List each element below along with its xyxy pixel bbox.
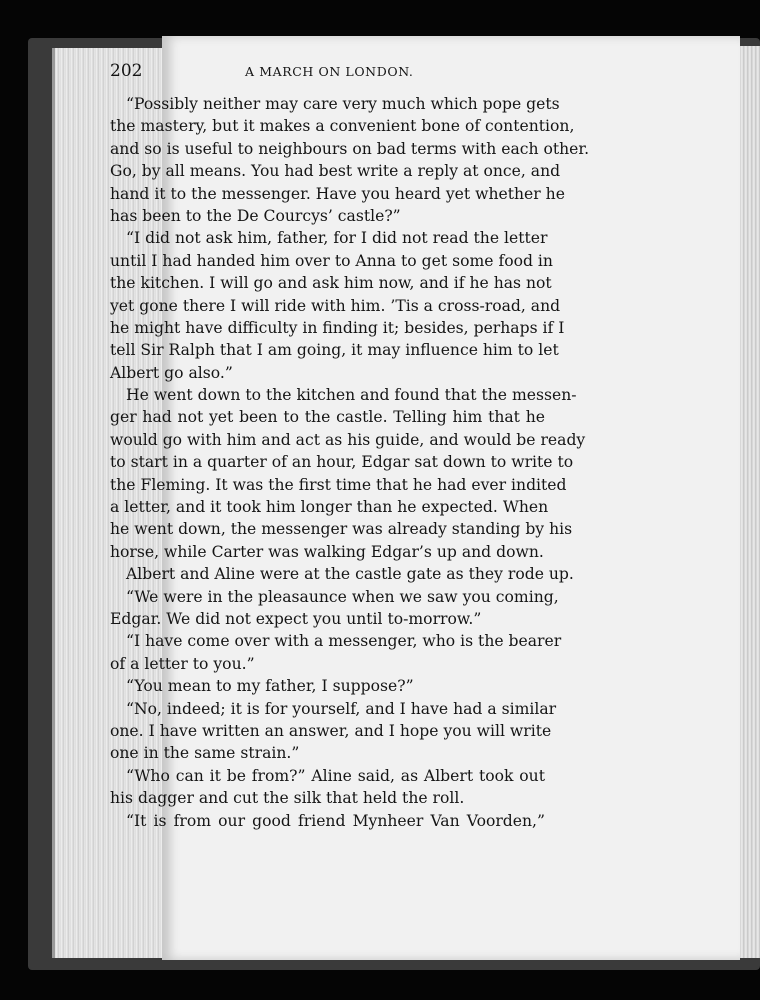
text-line: hand it to the messenger. Have you heard yet whether he	[110, 184, 565, 203]
body-text	[110, 93, 590, 832]
text-line: he might have difficulty in finding it; besides, perhaps if I	[110, 318, 565, 337]
page-number: 202	[110, 61, 143, 81]
text-line: “I have come over with a messenger, who is the bearer	[126, 632, 562, 651]
text-line: “It is from our good friend Mynheer Van Voorden,”	[126, 811, 545, 830]
text-line: Albert and Aline were at the castle gate as they rode up.	[126, 565, 574, 584]
text-line: has been to the De Courcys’ castle?”	[110, 206, 401, 225]
text-line: “We were in the pleasaunce when we saw you coming,	[126, 587, 559, 606]
text-line: ger had not yet been to the castle. Telling him that he	[110, 408, 545, 427]
text-line: the Fleming. It was the first time that he had ever indited	[110, 475, 567, 494]
text-line: until I had handed him over to Anna to get some food in	[110, 251, 553, 270]
text-line: “Who can it be from?” Aline said, as Albert took out	[126, 766, 545, 785]
text-line: the kitchen. I will go and ask him now, and if he has not	[110, 274, 552, 293]
text-line: “You mean to my father, I suppose?”	[126, 677, 414, 696]
text-line: Go, by all means. You had best write a reply at once, and	[110, 162, 561, 181]
text-line: the mastery, but it makes a convenient bone of contention,	[110, 117, 575, 136]
text-line: tell Sir Ralph that I am going, it may influence him to let	[110, 341, 559, 360]
text-line: his dagger and cut the silk that held the roll.	[110, 789, 465, 808]
text-line: “I did not ask him, father, for I did not read the letter	[126, 229, 548, 248]
text-line: and so is useful to neighbours on bad terms with each other.	[110, 139, 590, 158]
text-line: of a letter to you.”	[110, 654, 255, 673]
text-line: he went down, the messenger was already standing by his	[110, 520, 573, 539]
text-line: Albert go also.”	[110, 363, 233, 382]
text-line: “Possibly neither may care very much which pope gets	[126, 95, 560, 113]
text-line: one. I have written an answer, and I hope you will write	[110, 721, 552, 740]
text-line: horse, while Carter was walking Edgar’s up and down.	[110, 542, 544, 561]
text-line: to start in a quarter of an hour, Edgar sat down to write to	[110, 453, 574, 472]
text-line: a letter, and it took him longer than he expected. When	[110, 498, 549, 517]
text-line: He went down to the kitchen and found that the messen-	[126, 386, 577, 405]
text-line: one in the same strain.”	[110, 744, 300, 763]
text-line: yet gone there I will ride with him. ’Tis a cross-road, and	[110, 296, 561, 315]
text-line: would go with him and act as his guide, and would be ready	[110, 430, 586, 449]
page-header	[110, 61, 540, 81]
text-line: Edgar. We did not expect you until to-morrow.”	[110, 609, 482, 628]
text-line: “No, indeed; it is for yourself, and I have had a similar	[126, 699, 557, 718]
running-title: A MARCH ON LONDON.	[245, 64, 414, 79]
